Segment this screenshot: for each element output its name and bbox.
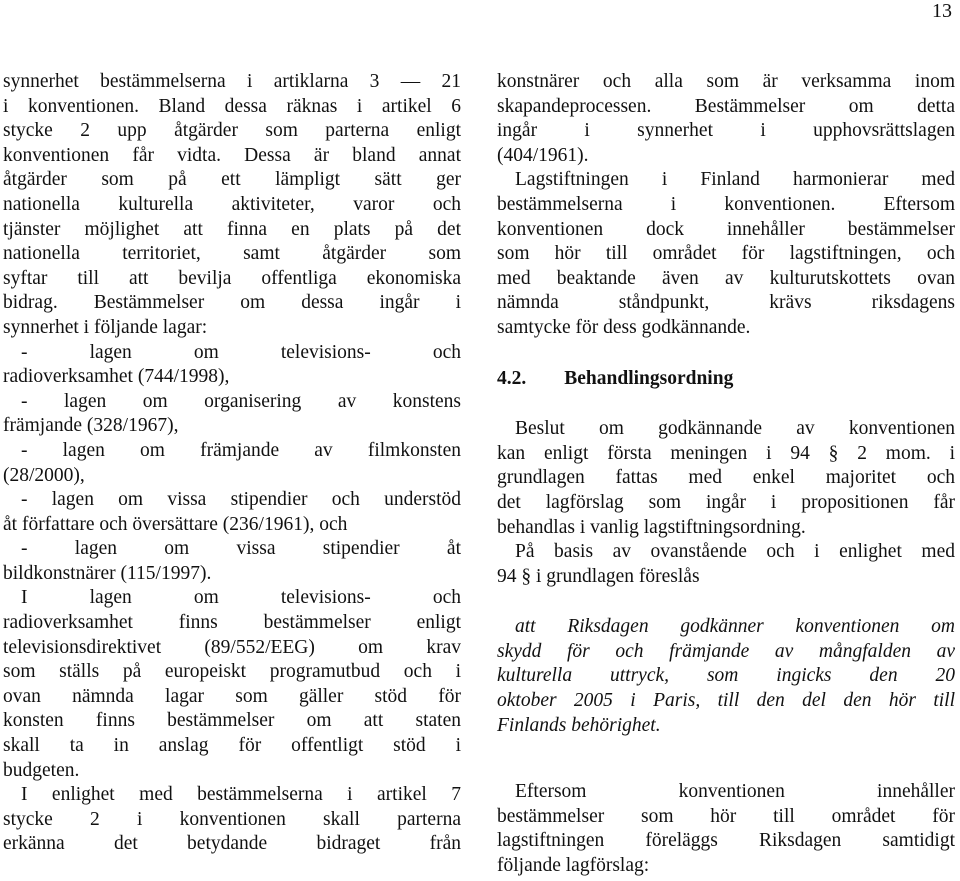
text-line: bestämmelserna i konventionen. Eftersom [497,193,955,215]
text-line: konsten finns bestämmelser om att staten [3,710,461,732]
text-line: med beaktande även av kulturutskottets ovan [497,267,955,289]
text-line: 94 § i grundlagen föreslås [497,565,700,587]
section-heading [497,367,955,392]
text-line: Finlands behörighet. [497,714,661,736]
text-line: skall ta in anslag för offentligt stöd i [3,735,461,757]
section-title: Behandlingsordning [564,367,734,389]
text-line: åt författare och översättare (236/1961), och [3,513,348,535]
text-line: som hör till området för lagstiftningen, och [497,243,955,265]
right-column [497,70,955,879]
text-line: erkänna det betydande bidraget från [3,833,461,855]
text-line: I enlighet med bestämmelserna i artikel 7 [21,784,461,806]
text-line: stycke 2 i konventionen skall parterna [3,808,461,830]
text-line: åtgärder som på ett lämpligt sätt ger [3,169,461,191]
text-line: ovan nämnda lagar som gäller stöd för [3,685,461,707]
text-line: Lagstiftningen i Finland harmonierar med [515,169,955,191]
proposal-text [497,615,955,738]
text-line: Beslut om godkännande av konventionen [515,418,955,440]
text-line: I lagen om televisions- och [21,587,461,609]
text-line: stycke 2 upp åtgärder som parterna enligt [3,120,461,142]
text-line: konventionen får vidta. Dessa är bland annat [3,144,461,166]
text-line: synnerhet bestämmelserna i artiklarna 3 — 21 [3,71,461,92]
text-line: bildkonstnärer (115/1997). [3,562,212,584]
paragraph-harmonization [497,70,955,341]
text-line: syftar till att bevilja offentliga ekonomiska [3,267,461,289]
text-line: televisionsdirektivet (89/552/EEG) om krav [3,636,461,658]
text-line: ingår i synnerhet i upphovsrättslagen [497,120,955,142]
text-line: radioverksamhet finns bestämmelser enligt [3,612,461,634]
text-line: att Riksdagen godkänner konventionen om [515,616,955,638]
text-line: bestämmelser som hör till området för [497,805,955,827]
text-line: - lagen om vissa stipendier och understöd [21,489,461,511]
text-line: samtycke för dess godkännande. [497,316,751,338]
text-line: lagstiftningen föreläggs Riksdagen samtidigt [497,830,955,852]
text-line: främjande (328/1967), [3,415,179,437]
section-number: 4.2. [497,367,527,389]
text-line: - lagen om vissa stipendier åt [21,538,461,560]
text-line: Eftersom konventionen innehåller [515,781,955,803]
text-line: nationella territoriet, samt åtgärder som [3,243,461,265]
text-line: - lagen om främjande av filmkonsten [21,439,461,461]
text-line: nämnda ståndpunkt, krävs riksdagens [497,292,955,314]
text-line: nationella kulturella aktiviteter, varor och [3,193,461,215]
text-line: kan enligt första meningen i 94 § 2 mom. i [497,442,955,464]
text-line: (28/2000), [3,464,85,486]
text-line: - lagen om televisions- och [21,341,461,363]
text-line: På basis av ovanstående och i enlighet med [515,541,955,563]
text-line: budgeten. [3,759,80,781]
text-line: behandlas i vanlig lagstiftningsordning. [497,516,806,538]
text-line: skydd för och främjande av mångfalden av [497,640,955,662]
text-line: följande lagförslag: [497,855,650,877]
text-line: oktober 2005 i Paris, till den del den hör till [497,690,955,712]
text-line: konstnärer och alla som är verksamma inom [497,71,955,92]
text-line: synnerhet i följande lagar: [3,316,208,338]
text-line: skapandeprocessen. Bestämmelser om detta [497,95,955,117]
paragraph-law-proposal [497,780,955,878]
text-line: bidrag. Bestämmelser om dessa ingår i [3,292,461,314]
text-line: - lagen om organisering av konstens [21,390,461,412]
text-line: kulturella uttryck, som ingicks den 20 [497,665,955,687]
text-line: det lagförslag som ingår i propositionen får [497,491,955,513]
text-line: konventionen dock innehåller bestämmelser [497,218,955,240]
text-line: grundlagen fattas med enkel majoritet och [497,467,955,489]
text-line: (404/1961). [497,144,589,166]
text-line: tjänster möjlighet att finna en plats på det [3,218,461,240]
text-line: som ställs på europeiskt programutbud och i [3,661,461,683]
paragraph-procedure [497,417,955,589]
text-line: i konventionen. Bland dessa räknas i artikel 6 [3,95,461,117]
text-line: radioverksamhet (744/1998), [3,366,230,388]
left-column [3,70,461,857]
page-number: 13 [932,0,952,22]
